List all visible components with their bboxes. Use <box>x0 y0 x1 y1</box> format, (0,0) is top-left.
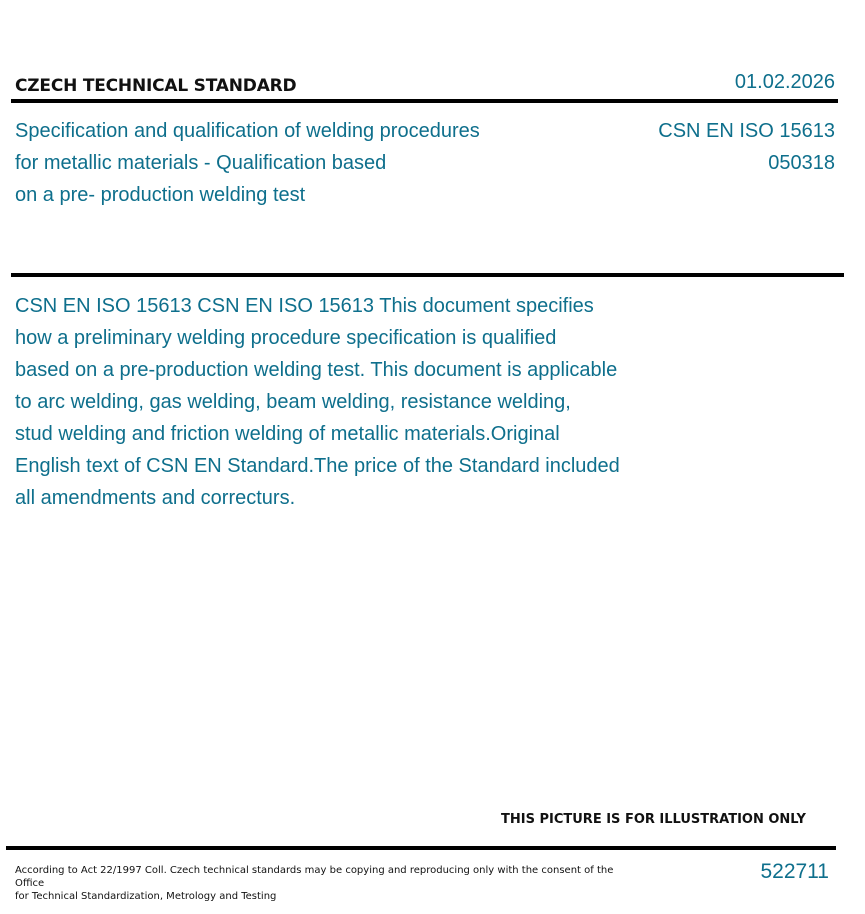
section-divider <box>11 273 844 277</box>
header-divider <box>11 99 838 103</box>
issue-date: 01.02.2026 <box>734 71 835 93</box>
standard-code-block <box>658 115 835 179</box>
page-id: 522711 <box>760 860 829 883</box>
legal-notice: According to Act 22/1997 Coll. Czech technical standards may be copying and reproducing only with the consent of the Office for Technical Standardization, Metrology and Testing <box>15 865 614 902</box>
footer-divider <box>6 846 836 850</box>
standard-label: CZECH TECHNICAL STANDARD <box>15 76 297 96</box>
abstract-text: CSN EN ISO 15613 CSN EN ISO 15613 This document specifies how a preliminary welding procedure specification is qualified based on a pre-production welding test. This document is applicable to arc welding, gas welding, beam welding, resistance welding, stud welding and friction welding of metallic materials.Original English text of CSN EN Standard.The price of the Standard included all amendments and correcturs. <box>15 295 620 509</box>
catalog-number: 050318 <box>768 152 835 174</box>
illustration-note: THIS PICTURE IS FOR ILLUSTRATION ONLY <box>501 812 806 827</box>
document-title: Specification and qualification of welding procedures for metallic materials - Qualification based on a pre- production welding test <box>15 120 480 206</box>
standard-code: CSN EN ISO 15613 <box>658 120 835 142</box>
